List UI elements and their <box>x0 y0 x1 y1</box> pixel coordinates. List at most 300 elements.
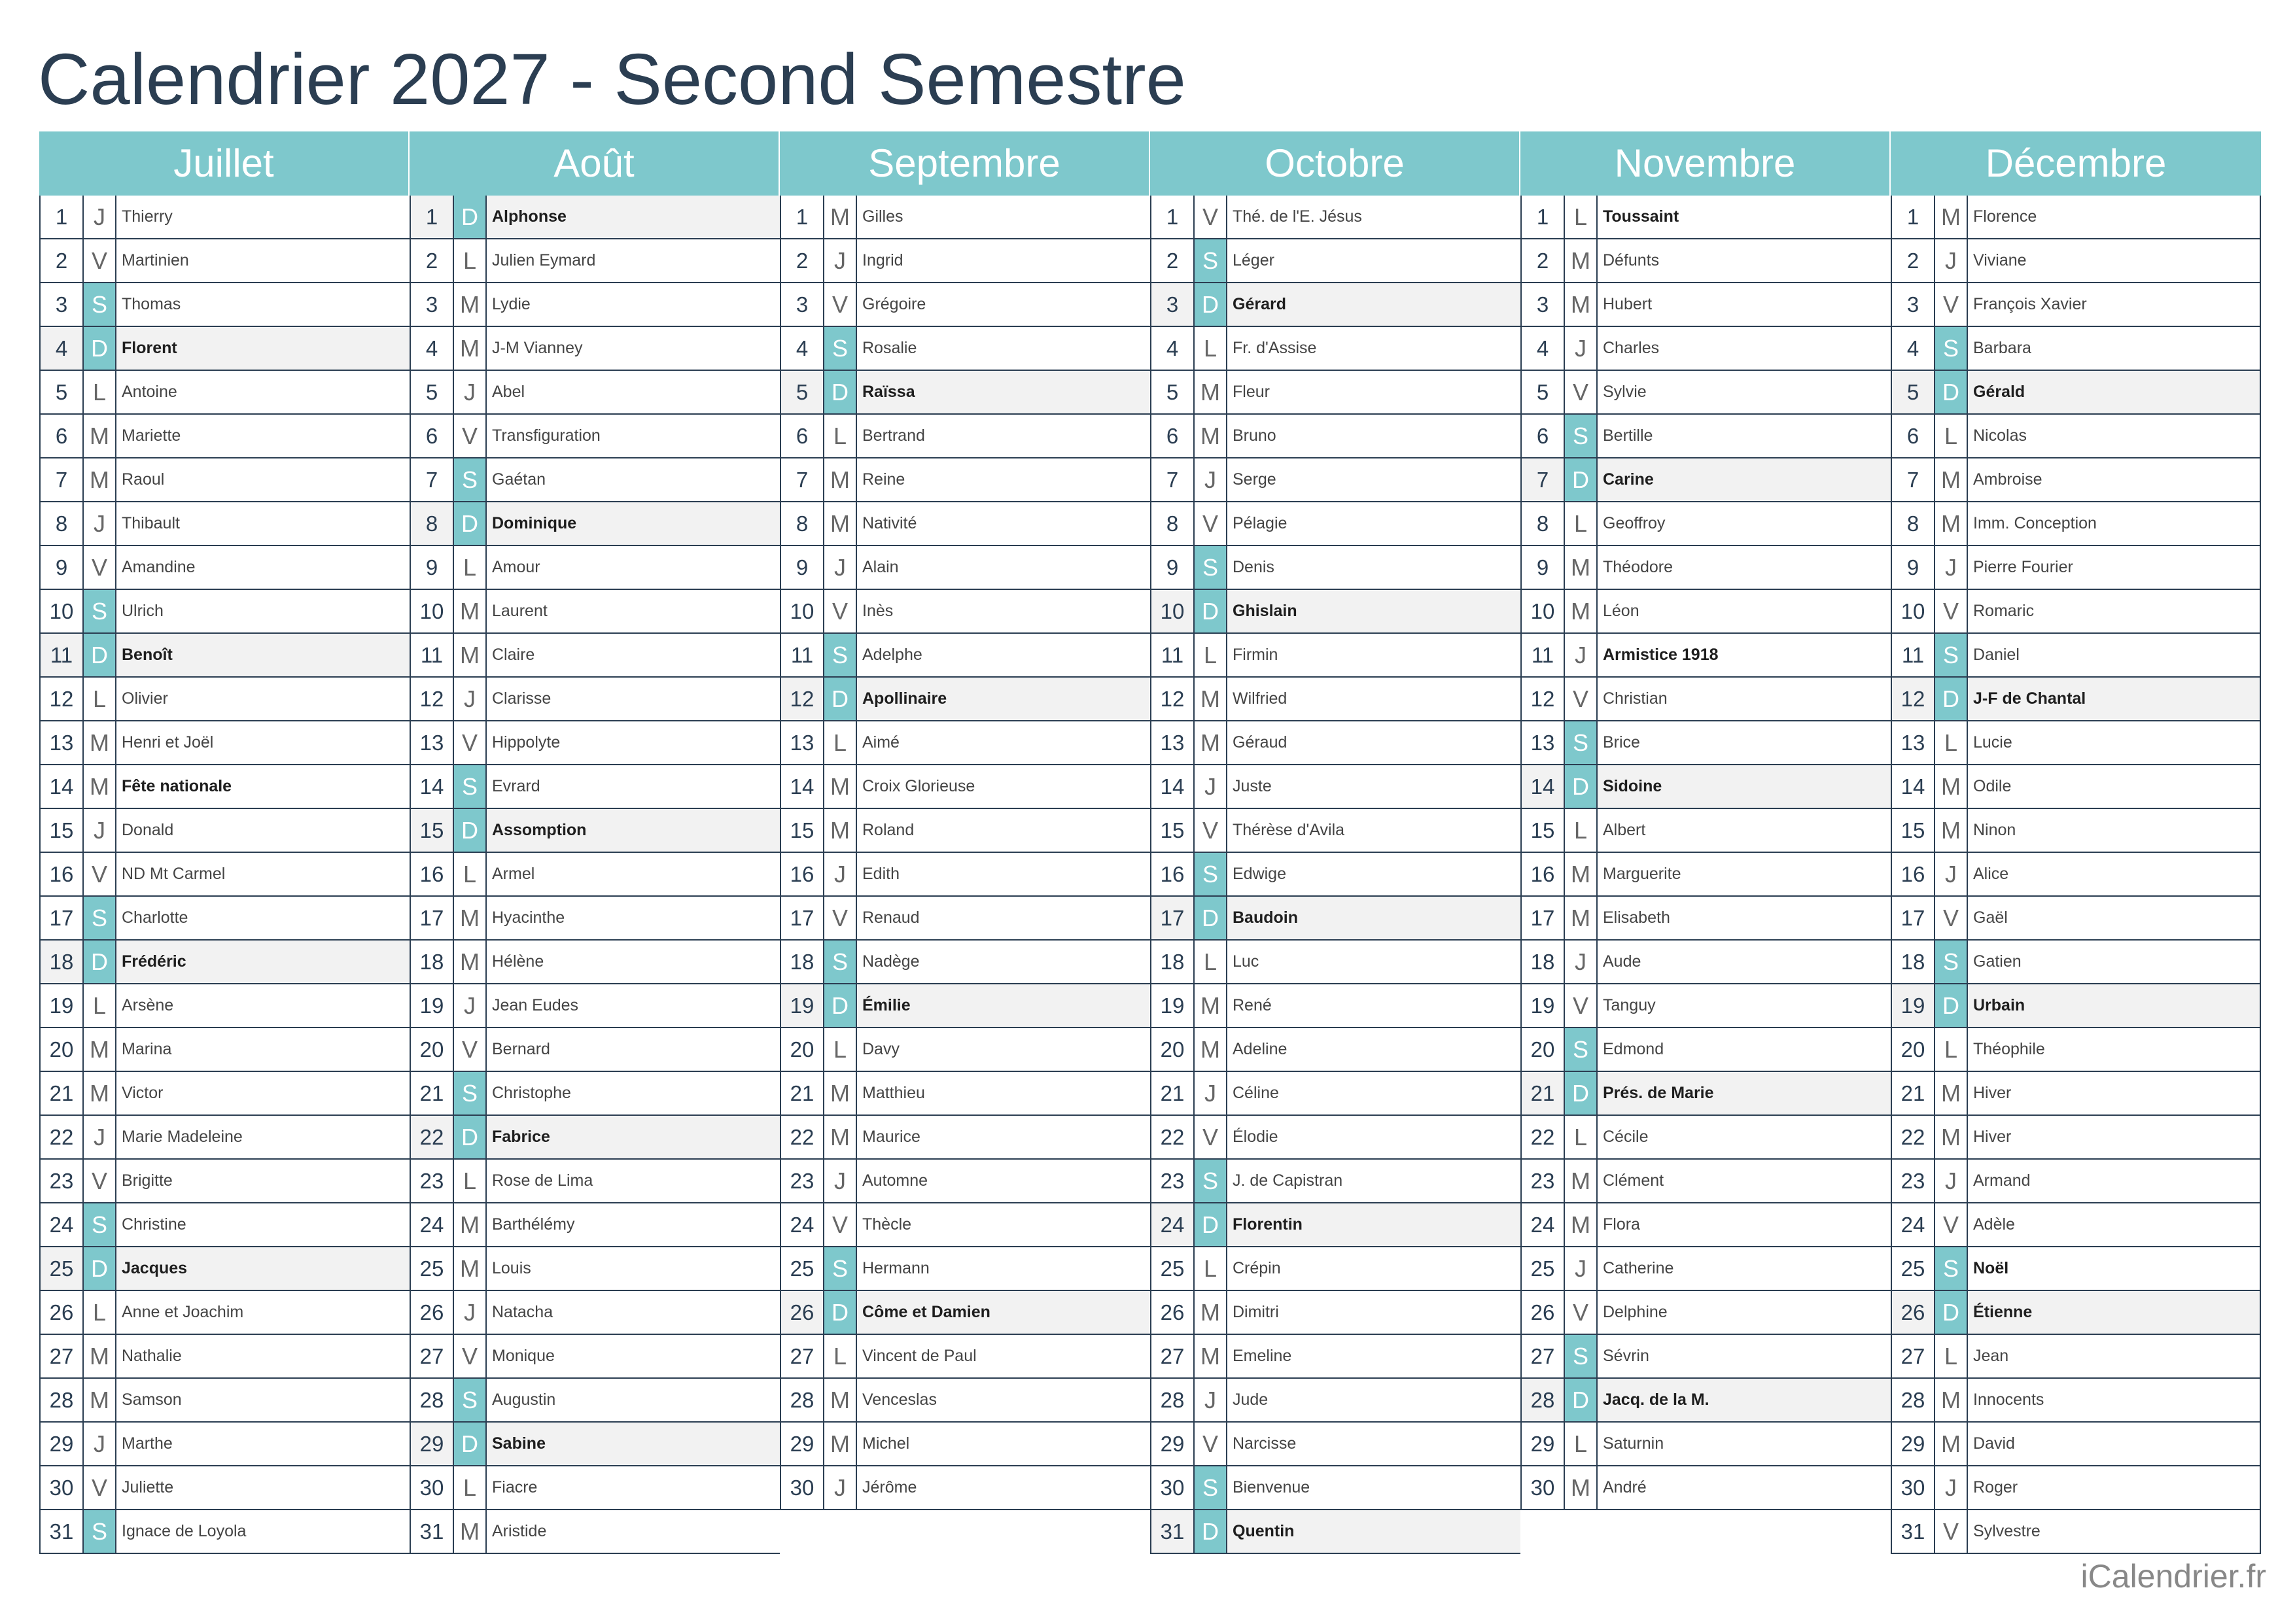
day-row <box>1151 1160 1520 1203</box>
weekday-letter: S <box>84 1203 116 1246</box>
weekday-letter: S <box>824 634 857 676</box>
day-number: 23 <box>1892 1160 1935 1202</box>
day-row <box>41 1379 410 1423</box>
day-row <box>1892 371 2260 415</box>
day-number: 7 <box>781 458 824 501</box>
day-row <box>1522 371 1891 415</box>
saint-name: Armistice 1918 <box>1603 646 1719 664</box>
weekday-letter: V <box>1565 371 1598 413</box>
weekday-letter: M <box>84 1335 116 1377</box>
day-number: 5 <box>41 371 84 413</box>
saint-name: Romaric <box>1973 602 2035 620</box>
weekday-letter: L <box>84 984 116 1027</box>
weekday-letter: V <box>1195 1116 1227 1158</box>
saint-name: Jacques <box>122 1259 188 1277</box>
day-number: 8 <box>781 502 824 545</box>
saint-name: Lucie <box>1973 733 2012 752</box>
weekday-letter: D <box>1195 1510 1227 1553</box>
day-row <box>411 809 780 853</box>
day-row <box>1522 1423 1891 1466</box>
saint-name: Louis <box>492 1259 531 1277</box>
day-number: 24 <box>1522 1203 1565 1246</box>
saint-name: Martinien <box>122 251 189 269</box>
day-number: 11 <box>1151 634 1195 676</box>
day-row <box>411 327 780 371</box>
weekday-letter: S <box>824 941 857 983</box>
day-number: 16 <box>41 853 84 895</box>
saint-name: Gilles <box>862 207 903 226</box>
day-number: 22 <box>1892 1116 1935 1158</box>
day-row <box>781 327 1150 371</box>
saint-name: Charlotte <box>122 908 188 927</box>
saint-name: Delphine <box>1603 1303 1668 1321</box>
day-row <box>41 1203 410 1247</box>
day-number: 7 <box>1522 458 1565 501</box>
weekday-letter: M <box>84 415 116 457</box>
saint-name: Lydie <box>492 295 531 313</box>
day-number: 17 <box>1151 897 1195 939</box>
weekday-letter: V <box>824 283 857 326</box>
month-header: Juillet <box>39 131 410 196</box>
day-number: 20 <box>781 1028 824 1071</box>
day-number: 29 <box>781 1423 824 1465</box>
day-row <box>41 765 410 809</box>
day-number: 28 <box>41 1379 84 1421</box>
day-number: 16 <box>781 853 824 895</box>
weekday-letter: M <box>824 458 857 501</box>
weekday-letter: L <box>1935 1335 1968 1377</box>
weekday-letter: S <box>824 1247 857 1290</box>
saint-name: Florence <box>1973 207 2037 226</box>
day-row <box>1892 458 2260 502</box>
day-list <box>1891 196 2261 1554</box>
day-row <box>781 458 1150 502</box>
day-number: 28 <box>411 1379 454 1421</box>
saint-name: Ignace de Loyola <box>122 1522 247 1540</box>
day-number: 3 <box>1892 283 1935 326</box>
day-row <box>41 1072 410 1116</box>
weekday-letter: D <box>1565 458 1598 501</box>
day-row <box>1892 1116 2260 1160</box>
day-row <box>1892 765 2260 809</box>
saint-name: Maurice <box>862 1128 920 1146</box>
weekday-letter: D <box>1935 1291 1968 1334</box>
day-number: 12 <box>41 678 84 720</box>
day-row <box>1892 721 2260 765</box>
saint-name: Crépin <box>1233 1259 1281 1277</box>
day-number: 27 <box>781 1335 824 1377</box>
day-row <box>411 1379 780 1423</box>
day-row <box>411 1160 780 1203</box>
day-row <box>1151 1335 1520 1379</box>
weekday-letter: J <box>454 371 487 413</box>
day-row <box>1522 853 1891 897</box>
day-row <box>411 1116 780 1160</box>
day-number: 4 <box>1892 327 1935 370</box>
weekday-letter: M <box>1935 765 1968 808</box>
day-number: 25 <box>411 1247 454 1290</box>
saint-name: Théodore <box>1603 558 1673 576</box>
day-row <box>1522 1466 1891 1510</box>
day-row <box>781 678 1150 721</box>
day-number: 15 <box>411 809 454 852</box>
weekday-letter: S <box>1195 853 1227 895</box>
day-row <box>781 1291 1150 1335</box>
calendar-grid <box>39 131 2261 1554</box>
saint-name: J-F de Chantal <box>1973 689 2086 708</box>
day-number: 29 <box>411 1423 454 1465</box>
day-number: 28 <box>1522 1379 1565 1421</box>
saint-name: Gaétan <box>492 470 546 489</box>
day-number: 12 <box>1522 678 1565 720</box>
saint-name: Croix Glorieuse <box>862 777 975 795</box>
day-row <box>411 415 780 458</box>
day-number: 27 <box>1892 1335 1935 1377</box>
day-number: 3 <box>1522 283 1565 326</box>
day-number: 29 <box>1892 1423 1935 1465</box>
weekday-letter: M <box>1565 590 1598 632</box>
day-number: 9 <box>1151 546 1195 589</box>
day-row <box>411 371 780 415</box>
day-row <box>41 1423 410 1466</box>
saint-name: Clément <box>1603 1171 1664 1190</box>
saint-name: Léon <box>1603 602 1639 620</box>
weekday-letter: M <box>454 327 487 370</box>
saint-name: Jérôme <box>862 1478 917 1496</box>
day-number: 25 <box>781 1247 824 1290</box>
day-row <box>41 1247 410 1291</box>
day-row <box>1892 1028 2260 1072</box>
weekday-letter: M <box>454 590 487 632</box>
day-number: 25 <box>1892 1247 1935 1290</box>
weekday-letter: D <box>1195 1203 1227 1246</box>
day-number: 22 <box>1522 1116 1565 1158</box>
day-number: 12 <box>781 678 824 720</box>
saint-name: Assomption <box>492 821 587 839</box>
weekday-letter: L <box>1935 415 1968 457</box>
weekday-letter: L <box>1565 502 1598 545</box>
weekday-letter: M <box>1935 809 1968 852</box>
saint-name: Marthe <box>122 1434 173 1453</box>
saint-name: Juliette <box>122 1478 174 1496</box>
saint-name: Ninon <box>1973 821 2016 839</box>
day-number: 6 <box>41 415 84 457</box>
weekday-letter: L <box>454 546 487 589</box>
day-row <box>1522 984 1891 1028</box>
weekday-letter: L <box>84 371 116 413</box>
day-row <box>1522 1203 1891 1247</box>
weekday-letter: D <box>84 327 116 370</box>
weekday-letter: M <box>84 1072 116 1114</box>
weekday-letter: V <box>824 897 857 939</box>
weekday-letter: M <box>1195 1291 1227 1334</box>
day-row <box>1151 678 1520 721</box>
day-number: 30 <box>411 1466 454 1509</box>
day-number: 2 <box>411 239 454 282</box>
saint-name: Hélène <box>492 952 544 971</box>
day-row <box>781 941 1150 984</box>
day-list <box>410 196 780 1554</box>
saint-name: Fête nationale <box>122 777 232 795</box>
saint-name: Tanguy <box>1603 996 1656 1014</box>
day-number: 28 <box>1151 1379 1195 1421</box>
saint-name: Bertrand <box>862 426 925 445</box>
day-row <box>1151 546 1520 590</box>
saint-name: Fiacre <box>492 1478 538 1496</box>
day-row <box>411 1028 780 1072</box>
day-row <box>1892 1466 2260 1510</box>
saint-name: Thomas <box>122 295 181 313</box>
weekday-letter: M <box>1935 502 1968 545</box>
day-number: 31 <box>1151 1510 1195 1553</box>
day-row <box>1892 502 2260 546</box>
day-number: 3 <box>41 283 84 326</box>
day-number: 21 <box>1151 1072 1195 1114</box>
weekday-letter: S <box>454 1072 487 1114</box>
day-row <box>1151 1072 1520 1116</box>
day-number: 6 <box>1892 415 1935 457</box>
weekday-letter: M <box>1565 546 1598 589</box>
weekday-letter: D <box>1195 283 1227 326</box>
weekday-letter: M <box>824 1379 857 1421</box>
weekday-letter: J <box>1935 239 1968 282</box>
day-number: 13 <box>411 721 454 764</box>
day-row <box>1892 634 2260 678</box>
day-row <box>781 590 1150 634</box>
saint-name: Innocents <box>1973 1391 2044 1409</box>
saint-name: Léger <box>1233 251 1274 269</box>
saint-name: Jean Eudes <box>492 996 579 1014</box>
weekday-letter: J <box>1565 327 1598 370</box>
weekday-letter: D <box>1565 1072 1598 1114</box>
weekday-letter: L <box>824 415 857 457</box>
saint-name: Hyacinthe <box>492 908 565 927</box>
day-number: 4 <box>41 327 84 370</box>
day-row <box>1522 1028 1891 1072</box>
saint-name: Grégoire <box>862 295 926 313</box>
saint-name: Aristide <box>492 1522 547 1540</box>
weekday-letter: M <box>1195 415 1227 457</box>
day-number: 7 <box>1892 458 1935 501</box>
day-row <box>1151 1423 1520 1466</box>
day-row <box>1151 1291 1520 1335</box>
weekday-letter: J <box>84 196 116 238</box>
day-number: 23 <box>1151 1160 1195 1202</box>
saint-name: Cécile <box>1603 1128 1649 1146</box>
saint-name: Daniel <box>1973 646 2020 664</box>
saint-name: Ghislain <box>1233 602 1297 620</box>
month-header: Septembre <box>780 131 1150 196</box>
day-row <box>1892 546 2260 590</box>
day-row <box>41 196 410 239</box>
page-title: Calendrier 2027 - Second Semestre <box>38 39 1186 120</box>
weekday-letter: D <box>84 1247 116 1290</box>
day-row <box>781 1466 1150 1510</box>
weekday-letter: M <box>1195 984 1227 1027</box>
saint-name: Flora <box>1603 1215 1640 1234</box>
saint-name: Noël <box>1973 1259 2009 1277</box>
day-row <box>1522 283 1891 327</box>
weekday-letter: D <box>454 1116 487 1158</box>
saint-name: Firmin <box>1233 646 1278 664</box>
day-number: 24 <box>1892 1203 1935 1246</box>
saint-name: Antoine <box>122 383 177 401</box>
weekday-letter: J <box>84 1116 116 1158</box>
day-row <box>1892 1510 2260 1554</box>
day-number: 29 <box>1522 1423 1565 1465</box>
day-row <box>1522 1247 1891 1291</box>
weekday-letter: M <box>454 941 487 983</box>
saint-name: Transfiguration <box>492 426 601 445</box>
day-number: 19 <box>1892 984 1935 1027</box>
weekday-letter: V <box>1195 809 1227 852</box>
day-row <box>41 634 410 678</box>
weekday-letter: S <box>1565 1335 1598 1377</box>
saint-name: Bertille <box>1603 426 1653 445</box>
weekday-letter: V <box>1195 502 1227 545</box>
saint-name: Aude <box>1603 952 1641 971</box>
day-row <box>41 1291 410 1335</box>
day-number: 14 <box>1151 765 1195 808</box>
day-number: 11 <box>41 634 84 676</box>
weekday-letter: J <box>1935 1160 1968 1202</box>
day-number: 2 <box>781 239 824 282</box>
saint-name: Sabine <box>492 1434 546 1453</box>
day-number: 21 <box>41 1072 84 1114</box>
saint-name: Thierry <box>122 207 173 226</box>
day-row <box>1892 590 2260 634</box>
day-number: 11 <box>411 634 454 676</box>
day-row <box>781 239 1150 283</box>
day-number: 24 <box>411 1203 454 1246</box>
day-row <box>411 634 780 678</box>
weekday-letter: M <box>824 1116 857 1158</box>
weekday-letter: J <box>454 984 487 1027</box>
weekday-letter: D <box>824 984 857 1027</box>
saint-name: Pierre Fourier <box>1973 558 2073 576</box>
day-row <box>411 765 780 809</box>
day-row <box>1151 1203 1520 1247</box>
weekday-letter: J <box>1565 941 1598 983</box>
weekday-letter: D <box>454 1423 487 1465</box>
day-number: 7 <box>411 458 454 501</box>
saint-name: Samson <box>122 1391 182 1409</box>
weekday-letter: S <box>84 283 116 326</box>
day-row <box>1522 809 1891 853</box>
day-number: 17 <box>411 897 454 939</box>
saint-name: Thé. de l'E. Jésus <box>1233 207 1362 226</box>
day-row <box>1892 1423 2260 1466</box>
weekday-letter: S <box>1565 415 1598 457</box>
day-number: 16 <box>1892 853 1935 895</box>
day-row <box>411 678 780 721</box>
day-row <box>1892 809 2260 853</box>
day-number: 13 <box>1151 721 1195 764</box>
weekday-letter: M <box>1935 1072 1968 1114</box>
day-list <box>1520 196 1891 1510</box>
weekday-letter: J <box>1565 634 1598 676</box>
saint-name: Sylvestre <box>1973 1522 2041 1540</box>
day-number: 15 <box>1151 809 1195 852</box>
saint-name: Ulrich <box>122 602 164 620</box>
saint-name: Geoffroy <box>1603 514 1666 532</box>
day-row <box>1522 590 1891 634</box>
day-number: 27 <box>1151 1335 1195 1377</box>
weekday-letter: V <box>824 590 857 632</box>
month-column <box>410 131 780 1554</box>
day-number: 15 <box>781 809 824 852</box>
day-number: 1 <box>41 196 84 238</box>
day-row <box>781 1116 1150 1160</box>
weekday-letter: D <box>1935 678 1968 720</box>
day-row <box>781 634 1150 678</box>
day-row <box>41 941 410 984</box>
weekday-letter: M <box>84 1028 116 1071</box>
day-list <box>780 196 1150 1510</box>
saint-name: Fabrice <box>492 1128 550 1146</box>
saint-name: Aimé <box>862 733 900 752</box>
day-number: 1 <box>1892 196 1935 238</box>
day-row <box>411 984 780 1028</box>
saint-name: Edwige <box>1233 865 1286 883</box>
saint-name: Adelphe <box>862 646 922 664</box>
weekday-letter: J <box>454 678 487 720</box>
day-number: 3 <box>1151 283 1195 326</box>
saint-name: Odile <box>1973 777 2012 795</box>
weekday-letter: L <box>1195 327 1227 370</box>
month-column <box>780 131 1150 1554</box>
day-row <box>1892 941 2260 984</box>
day-number: 1 <box>1151 196 1195 238</box>
day-row <box>41 283 410 327</box>
day-row <box>1522 327 1891 371</box>
day-number: 18 <box>41 941 84 983</box>
day-number: 12 <box>1151 678 1195 720</box>
day-number: 10 <box>781 590 824 632</box>
day-number: 5 <box>1892 371 1935 413</box>
day-row <box>41 1335 410 1379</box>
saint-name: Denis <box>1233 558 1274 576</box>
day-row <box>781 415 1150 458</box>
day-number: 10 <box>1892 590 1935 632</box>
weekday-letter: J <box>1935 853 1968 895</box>
day-number: 26 <box>1522 1291 1565 1334</box>
saint-name: Catherine <box>1603 1259 1674 1277</box>
day-row <box>1151 371 1520 415</box>
weekday-letter: V <box>1935 1510 1968 1553</box>
day-number: 14 <box>411 765 454 808</box>
saint-name: Dominique <box>492 514 577 532</box>
saint-name: Serge <box>1233 470 1276 489</box>
saint-name: Nathalie <box>122 1347 182 1365</box>
day-number: 1 <box>1522 196 1565 238</box>
saint-name: Urbain <box>1973 996 2025 1014</box>
weekday-letter: L <box>454 1160 487 1202</box>
day-number: 26 <box>1151 1291 1195 1334</box>
day-number: 25 <box>1522 1247 1565 1290</box>
weekday-letter: M <box>1565 1203 1598 1246</box>
day-row <box>1522 239 1891 283</box>
saint-name: Céline <box>1233 1084 1279 1102</box>
day-number: 23 <box>781 1160 824 1202</box>
weekday-letter: V <box>1565 678 1598 720</box>
weekday-letter: L <box>454 1466 487 1509</box>
day-number: 20 <box>41 1028 84 1071</box>
weekday-letter: J <box>824 546 857 589</box>
day-row <box>781 1072 1150 1116</box>
weekday-letter: L <box>84 1291 116 1334</box>
day-number: 30 <box>1892 1466 1935 1509</box>
